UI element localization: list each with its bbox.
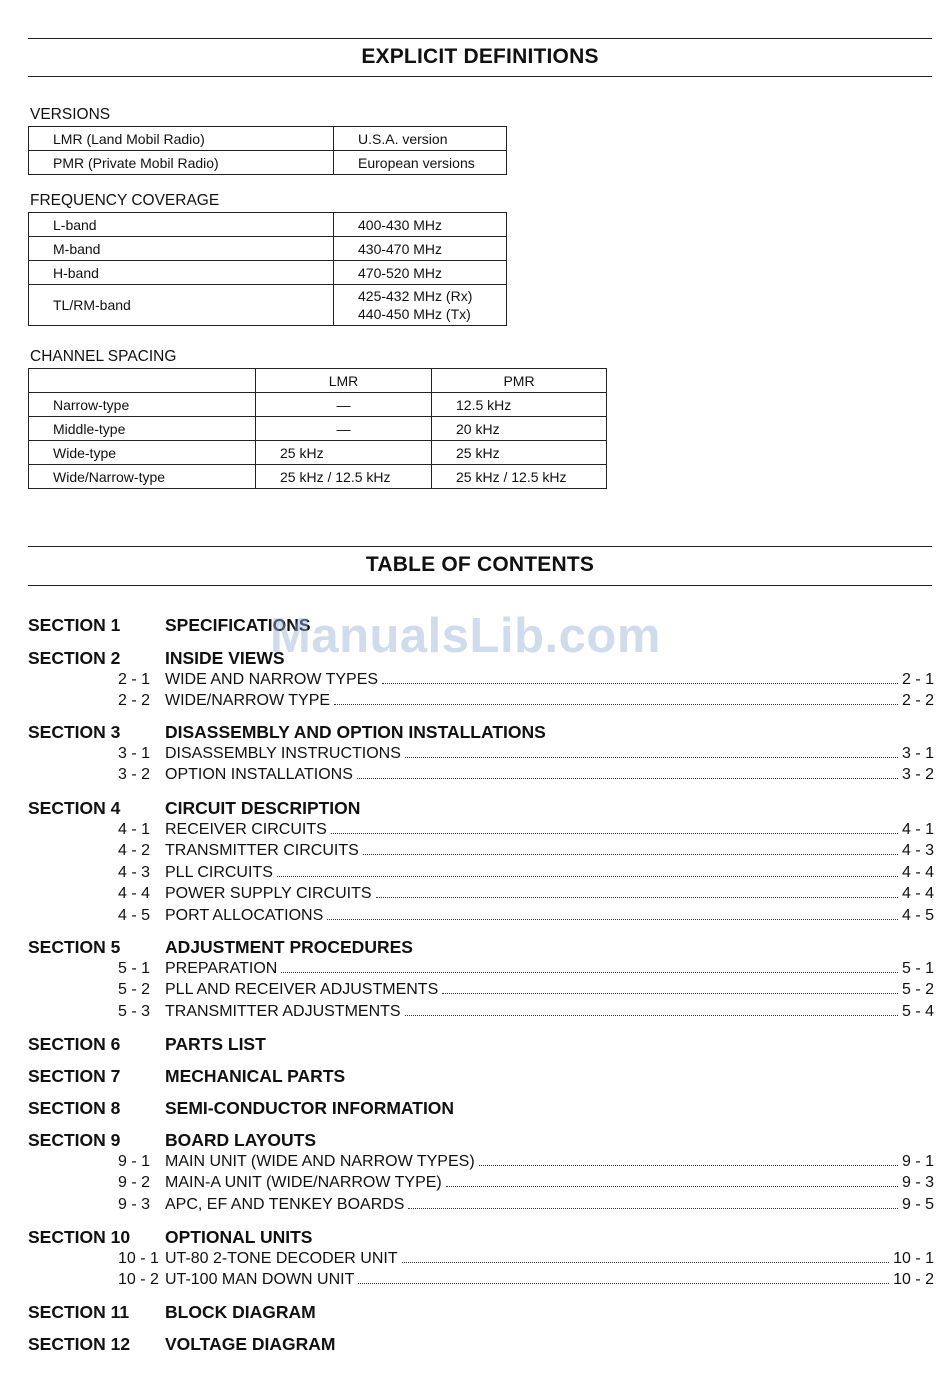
toc-section[interactable] <box>28 1301 934 1323</box>
toc-entry-page: 4 - 5 <box>901 906 934 924</box>
toc-leader-dots <box>382 669 898 684</box>
spacing-label: CHANNEL SPACING <box>30 348 177 365</box>
toc-section[interactable] <box>28 647 934 669</box>
toc-entry[interactable] <box>28 819 934 840</box>
toc-section-title: OPTIONAL UNITS <box>165 1227 313 1247</box>
toc-entry[interactable] <box>28 1172 934 1193</box>
versions-cell: LMR (Land Mobil Radio) <box>29 127 334 151</box>
table-row <box>29 369 607 393</box>
frequency-cell: H-band <box>29 261 334 285</box>
spacing-cell: Narrow-type <box>29 393 256 417</box>
spacing-cell: 25 kHz / 12.5 kHz <box>432 465 607 489</box>
toc-section-number: SECTION 4 <box>28 798 121 818</box>
toc-section[interactable] <box>28 1226 934 1248</box>
toc-entry-page: 4 - 1 <box>901 821 934 838</box>
table-row <box>29 261 507 285</box>
toc-leader-dots <box>376 883 898 898</box>
table-row <box>29 465 607 489</box>
toc-leader-dots <box>327 905 898 920</box>
toc-entry-number: 10 - 2 <box>118 1271 159 1289</box>
toc-entry-title: OPTION INSTALLATIONS <box>165 766 353 784</box>
spacing-cell: Wide-type <box>29 441 256 465</box>
toc-section-title: ADJUSTMENT PROCEDURES <box>165 937 413 957</box>
toc-leader-dots <box>363 840 898 855</box>
toc-entry[interactable] <box>28 1248 934 1269</box>
toc-entry-number: 5 - 1 <box>118 960 151 977</box>
toc-leader-dots <box>408 1194 898 1209</box>
toc-entry-title: MAIN-A UNIT (WIDE/NARROW TYPE) <box>165 1174 442 1192</box>
spacing-header <box>29 369 256 393</box>
toc-leader-dots <box>479 1151 898 1166</box>
toc-entry-page: 5 - 2 <box>901 981 934 999</box>
toc-entry-page: 4 - 3 <box>901 842 934 860</box>
toc-entry-number: 2 - 1 <box>118 671 151 688</box>
toc-entry[interactable] <box>28 1269 934 1290</box>
frequency-table <box>28 212 507 326</box>
toc-entry[interactable] <box>28 958 934 979</box>
versions-cell: PMR (Private Mobil Radio) <box>29 151 334 175</box>
toc-entry-number: 4 - 3 <box>118 863 151 881</box>
spacing-header-pmr: PMR <box>432 369 607 393</box>
toc-entry-page: 10 - 2 <box>893 1271 934 1289</box>
toc-section-number: SECTION 11 <box>28 1302 130 1322</box>
toc-entry-title: UT-100 MAN DOWN UNIT <box>165 1271 355 1289</box>
toc-entry-number: 4 - 1 <box>118 821 151 838</box>
toc-entry-number: 3 - 1 <box>118 745 151 762</box>
toc-entry-page: 3 - 2 <box>901 766 934 784</box>
frequency-cell: TL/RM-band <box>29 285 334 326</box>
spacing-cell: — <box>256 417 432 441</box>
toc-section-title: CIRCUIT DESCRIPTION <box>165 798 361 818</box>
versions-cell: U.S.A. version <box>334 127 507 151</box>
toc-entry[interactable] <box>28 764 934 785</box>
toc-entry-title: MAIN UNIT (WIDE AND NARROW TYPES) <box>165 1153 475 1170</box>
frequency-label: FREQUENCY COVERAGE <box>30 192 220 209</box>
toc-leader-dots <box>358 1269 889 1284</box>
toc-entry[interactable] <box>28 669 934 690</box>
toc-entry-number: 9 - 1 <box>118 1153 151 1170</box>
toc-leader-dots <box>357 764 898 779</box>
toc-section-title: BOARD LAYOUTS <box>165 1130 317 1150</box>
watermark-text: ManualsLib.com <box>270 609 661 663</box>
toc-section[interactable] <box>28 721 934 743</box>
toc-entry-title: WIDE/NARROW TYPE <box>165 692 331 710</box>
definitions-title-rule <box>28 76 932 77</box>
toc-section-number: SECTION 1 <box>28 615 121 635</box>
toc-section-number: SECTION 8 <box>28 1098 121 1118</box>
frequency-cell <box>334 285 507 326</box>
toc-entry-number: 4 - 2 <box>118 842 151 860</box>
toc-leader-dots <box>442 979 898 994</box>
toc-entry-page: 3 - 1 <box>901 745 934 762</box>
frequency-cell: M-band <box>29 237 334 261</box>
table-row <box>29 393 607 417</box>
spacing-cell: 20 kHz <box>432 417 607 441</box>
toc-section[interactable] <box>28 614 934 636</box>
toc-entry[interactable] <box>28 862 934 883</box>
toc-entry[interactable] <box>28 840 934 861</box>
frequency-cell: 430-470 MHz <box>334 237 507 261</box>
spacing-cell: 25 kHz <box>256 441 432 465</box>
table-row <box>29 127 507 151</box>
toc-section[interactable] <box>28 1065 934 1087</box>
toc-entry-title: POWER SUPPLY CIRCUITS <box>165 885 372 903</box>
toc-section[interactable] <box>28 1097 934 1119</box>
toc-entry[interactable] <box>28 690 934 711</box>
frequency-cell: 470-520 MHz <box>334 261 507 285</box>
top-rule <box>28 38 932 39</box>
toc-entry-number: 2 - 2 <box>118 692 151 710</box>
toc-leader-dots <box>446 1172 898 1187</box>
table-row <box>29 213 507 237</box>
toc-entry-title: PREPARATION <box>165 960 278 977</box>
toc-entry-number: 9 - 2 <box>118 1174 151 1192</box>
frequency-rx: 425-432 MHz (Rx) <box>358 288 473 304</box>
toc-entry-page: 9 - 1 <box>901 1153 934 1170</box>
toc-leader-dots <box>405 743 898 758</box>
toc-entry-number: 9 - 3 <box>118 1195 151 1213</box>
toc-entry-page: 2 - 2 <box>901 692 934 710</box>
toc-entry-title: RECEIVER CIRCUITS <box>165 821 327 838</box>
toc-section-number: SECTION 9 <box>28 1130 121 1150</box>
toc-entry-title: TRANSMITTER ADJUSTMENTS <box>165 1002 401 1020</box>
toc-entry[interactable] <box>28 883 934 904</box>
toc-entry-number: 5 - 2 <box>118 981 151 999</box>
frequency-cell: 400-430 MHz <box>334 213 507 237</box>
toc-section[interactable] <box>28 1033 934 1055</box>
table-row <box>29 417 607 441</box>
toc-entry-number: 10 - 1 <box>118 1250 159 1267</box>
versions-cell: European versions <box>334 151 507 175</box>
spacing-table <box>28 368 607 489</box>
toc-section-title: INSIDE VIEWS <box>165 648 285 668</box>
definitions-title: EXPLICIT DEFINITIONS <box>361 45 599 68</box>
table-row <box>29 151 507 175</box>
table-row <box>29 441 607 465</box>
frequency-tx: 440-450 MHz (Tx) <box>358 306 471 322</box>
toc-entry-page: 5 - 1 <box>901 960 934 977</box>
toc-entry-page: 4 - 4 <box>901 863 934 881</box>
toc-section-number: SECTION 2 <box>28 648 121 668</box>
toc-leader-dots <box>334 690 898 705</box>
spacing-cell: 12.5 kHz <box>432 393 607 417</box>
toc-section[interactable] <box>28 936 934 958</box>
toc-entry-page: 4 - 4 <box>901 885 934 903</box>
toc-section[interactable] <box>28 1129 934 1151</box>
toc-leader-dots <box>281 958 898 973</box>
versions-table <box>28 126 507 175</box>
spacing-header-lmr: LMR <box>256 369 432 393</box>
table-row <box>29 285 507 326</box>
toc-section-number: SECTION 6 <box>28 1034 121 1054</box>
toc-entry-title: DISASSEMBLY INSTRUCTIONS <box>165 745 401 762</box>
toc-entry-title: PORT ALLOCATIONS <box>165 906 324 924</box>
toc-entry-page: 9 - 3 <box>901 1174 934 1192</box>
toc-section-title: VOLTAGE DIAGRAM <box>165 1334 336 1354</box>
spacing-cell: 25 kHz <box>432 441 607 465</box>
toc-section-number: SECTION 3 <box>28 722 121 742</box>
toc-leader-dots <box>331 819 898 834</box>
toc-entry-number: 5 - 3 <box>118 1002 151 1020</box>
toc-leader-dots <box>405 1001 898 1016</box>
toc-entry-page: 9 - 5 <box>901 1195 934 1213</box>
toc-entry-page: 2 - 1 <box>901 671 934 688</box>
frequency-cell: L-band <box>29 213 334 237</box>
toc-entry-page: 5 - 4 <box>901 1002 934 1020</box>
toc-entry-title: PLL AND RECEIVER ADJUSTMENTS <box>165 981 439 999</box>
toc-title-rule <box>28 585 932 586</box>
toc-entry[interactable] <box>28 1001 934 1022</box>
toc-section-title: SPECIFICATIONS <box>165 615 311 635</box>
toc-entry-title: TRANSMITTER CIRCUITS <box>165 842 359 860</box>
toc-entry[interactable] <box>28 1194 934 1215</box>
toc-section-number: SECTION 5 <box>28 937 121 957</box>
toc-entry-title: APC, EF AND TENKEY BOARDS <box>165 1195 405 1213</box>
versions-label: VERSIONS <box>30 106 111 123</box>
toc-section-number: SECTION 10 <box>28 1227 131 1247</box>
toc-entry-title: PLL CIRCUITS <box>165 863 273 881</box>
toc-section-number: SECTION 7 <box>28 1066 121 1086</box>
toc-entry[interactable] <box>28 905 934 926</box>
toc-section-title: DISASSEMBLY AND OPTION INSTALLATIONS <box>165 722 546 742</box>
spacing-cell: 25 kHz / 12.5 kHz <box>256 465 432 489</box>
toc-leader-dots <box>402 1248 889 1263</box>
toc-section-title: MECHANICAL PARTS <box>165 1066 346 1086</box>
toc-entry[interactable] <box>28 1151 934 1172</box>
toc-entry-number: 4 - 4 <box>118 885 151 903</box>
spacing-cell: — <box>256 393 432 417</box>
spacing-cell: Wide/Narrow-type <box>29 465 256 489</box>
toc-section[interactable] <box>28 797 934 819</box>
toc-section-title: BLOCK DIAGRAM <box>165 1302 316 1322</box>
toc-entry[interactable] <box>28 979 934 1000</box>
toc-entry-number: 3 - 2 <box>118 766 151 784</box>
toc-entry[interactable] <box>28 743 934 764</box>
toc-entry-number: 4 - 5 <box>118 906 151 924</box>
toc-section-title: SEMI-CONDUCTOR INFORMATION <box>165 1098 455 1118</box>
toc-leader-dots <box>277 862 898 877</box>
toc-section[interactable] <box>28 1333 934 1355</box>
toc-entry-title: WIDE AND NARROW TYPES <box>165 671 379 688</box>
spacing-cell: Middle-type <box>29 417 256 441</box>
toc-title: TABLE OF CONTENTS <box>365 553 595 576</box>
toc-section-title: PARTS LIST <box>165 1034 266 1054</box>
toc-entry-page: 10 - 1 <box>893 1250 934 1267</box>
toc-entry-title: UT-80 2-TONE DECODER UNIT <box>165 1250 398 1267</box>
table-row <box>29 237 507 261</box>
toc-top-rule <box>28 546 932 547</box>
toc-section-number: SECTION 12 <box>28 1334 131 1354</box>
